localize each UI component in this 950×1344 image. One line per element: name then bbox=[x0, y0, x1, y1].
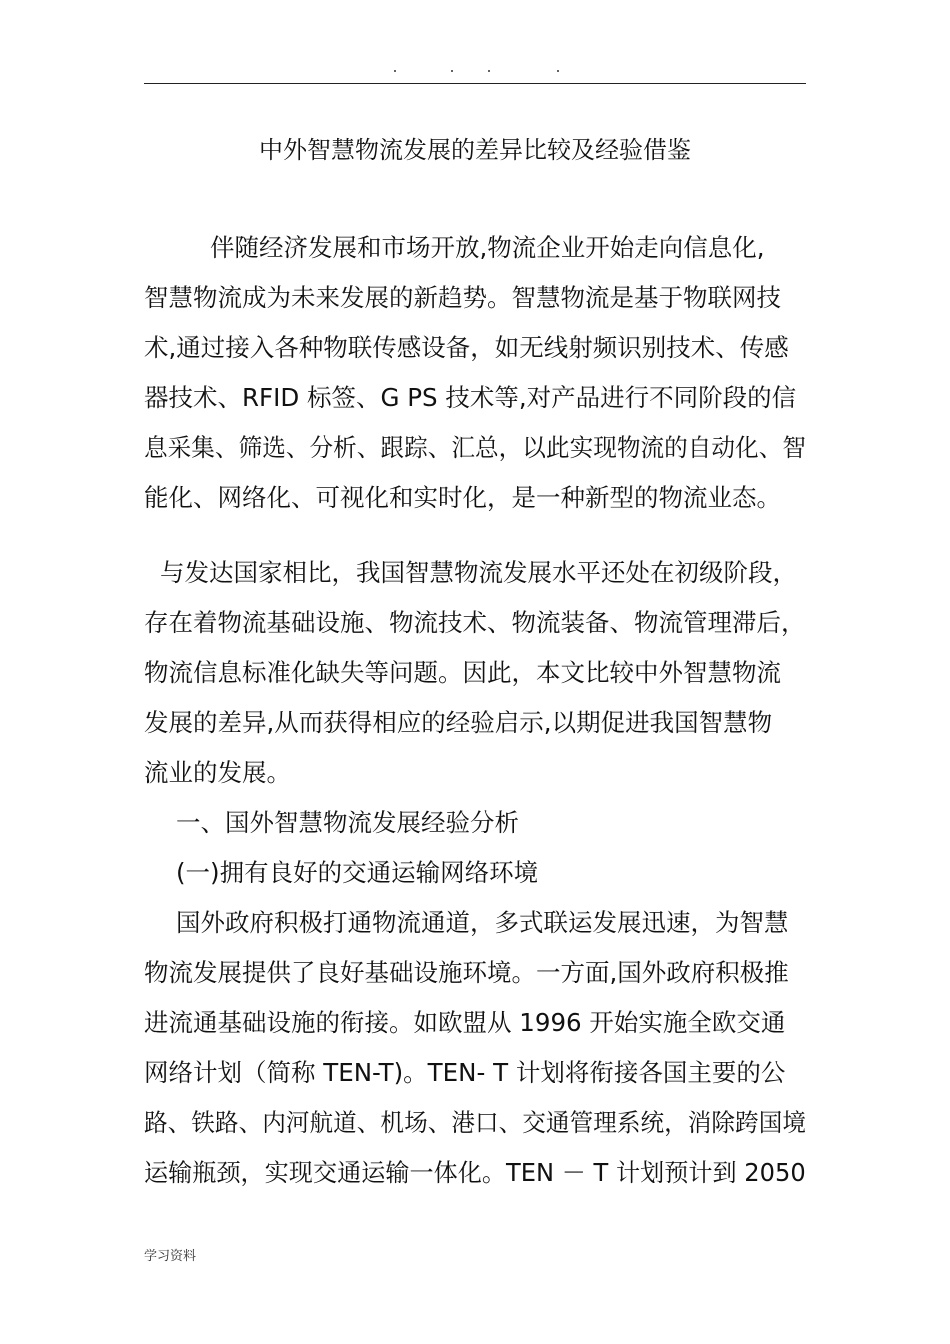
paragraph-line: 伴随经济发展和市场开放,物流企业开始走向信息化, bbox=[210, 233, 765, 262]
header-dot bbox=[488, 70, 490, 72]
header-rule bbox=[144, 83, 806, 84]
paragraph-line: 存在着物流基础设施、物流技术、物流装备、物流管理滞后， bbox=[144, 608, 806, 637]
paragraph-line: 能化、网络化、可视化和实时化，是一种新型的物流业态。 bbox=[144, 483, 781, 512]
paragraph-line: 智慧物流成为未来发展的新趋势。智慧物流是基于物联网技 bbox=[144, 283, 781, 312]
paragraph-line: 物流信息标准化缺失等问题。因此，本文比较中外智慧物流 bbox=[144, 658, 781, 687]
header-dot bbox=[394, 70, 396, 72]
subsection-heading: (一)拥有良好的交通运输网络环境 bbox=[176, 858, 539, 887]
paragraph-line: 流业的发展。 bbox=[144, 758, 291, 787]
paragraph-line: 术,通过接入各种物联传感设备，如无线射频识别技术、传感 bbox=[144, 333, 789, 362]
paragraph-line: 与发达国家相比，我国智慧物流发展水平还处在初级阶段， bbox=[160, 558, 797, 587]
paragraph-line: 路、铁路、内河航道、机场、港口、交通管理系统，消除跨国境 bbox=[144, 1108, 806, 1137]
section-heading: 一、国外智慧物流发展经验分析 bbox=[176, 808, 519, 837]
paragraph-line: 物流发展提供了良好基础设施环境。一方面,国外政府积极推 bbox=[144, 958, 789, 987]
header-dot bbox=[557, 70, 559, 72]
document-title: 中外智慧物流发展的差异比较及经验借鉴 bbox=[259, 136, 691, 164]
paragraph-line: 息采集、筛选、分析、跟踪、汇总，以此实现物流的自动化、智 bbox=[144, 433, 806, 462]
footer-label: 学习资料 bbox=[144, 1249, 197, 1264]
paragraph-line: 国外政府积极打通物流通道，多式联运发展迅速，为智慧 bbox=[176, 908, 789, 937]
header-dot bbox=[451, 70, 453, 72]
paragraph-line: 器技术、RFID 标签、G PS 技术等,对产品进行不同阶段的信 bbox=[144, 383, 797, 412]
paragraph-line: 运输瓶颈，实现交通运输一体化。TEN － T 计划预计到 2050 bbox=[144, 1158, 806, 1187]
paragraph-line: 进流通基础设施的衔接。如欧盟从 1996 开始实施全欧交通 bbox=[144, 1008, 786, 1037]
paragraph-line: 发展的差异,从而获得相应的经验启示,以期促进我国智慧物 bbox=[144, 708, 773, 737]
paragraph-line: 网络计划（简称 TEN-T)。TEN- T 计划将衔接各国主要的公 bbox=[144, 1058, 786, 1087]
